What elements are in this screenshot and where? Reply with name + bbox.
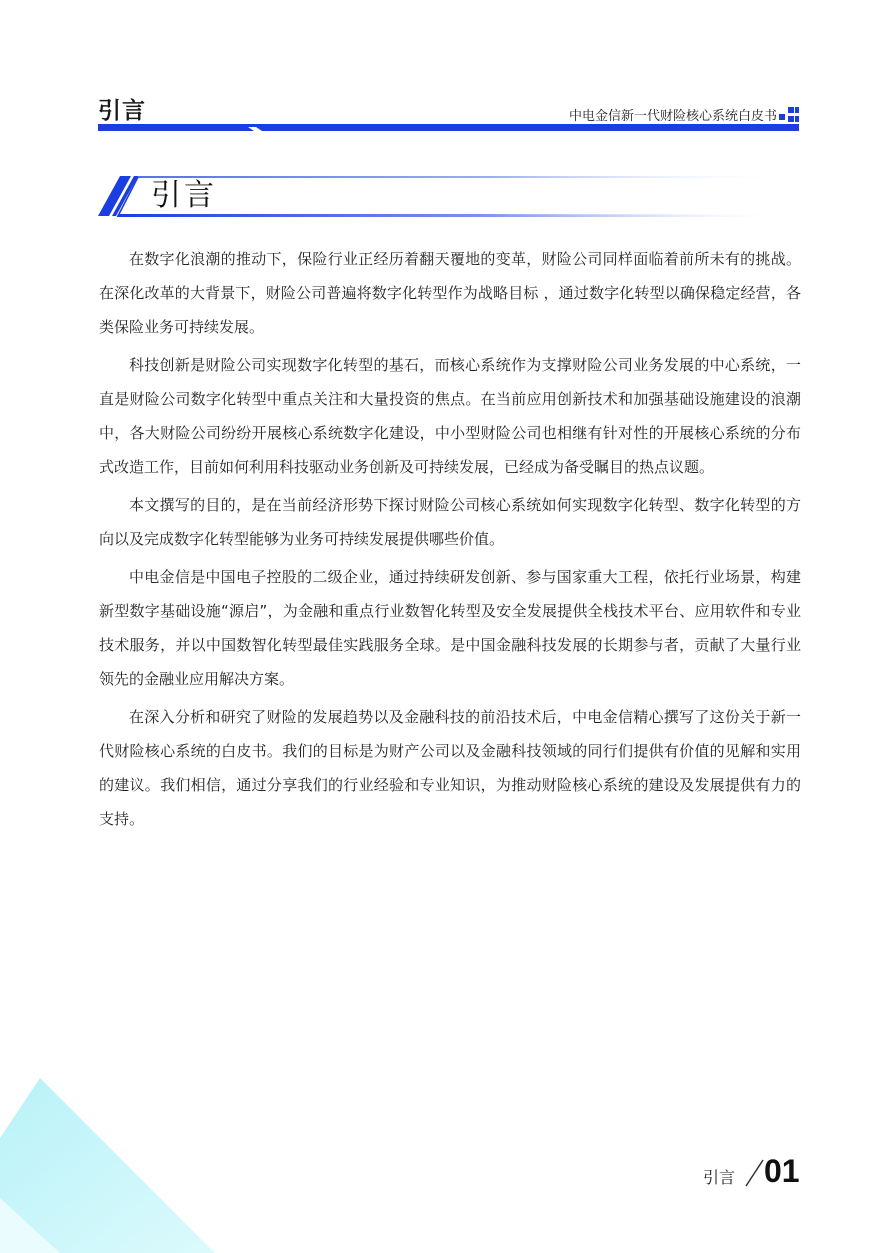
footer-slash-icon — [743, 1158, 765, 1188]
corner-decoration — [0, 1078, 240, 1253]
paragraph: 在数字化浪潮的推动下，保险行业正经历着翻天覆地的变革，财险公司同样面临着前所未有的挑战。在深化改革的大背景下，财险公司普遍将数字化转型作为战略目标 ，通过数字化转型以确保稳定经营，各类保险业务可持续发展。 — [99, 250, 801, 336]
page-number: 01 — [764, 1153, 800, 1189]
paragraph: 科技创新是财险公司实现数字化转型的基石，而核心系统作为支撑财险公司业务发展的中心系统，一直是财险公司数字化转型中重点关注和大量投资的焦点。在当前应用创新技术和加强基础设施建设的浪潮中，各大财险公司纷纷开展核心系统数字化建设，中小型财险公司也相继有针对性的开展核心系统的分布式改造工作，目前如何利用科技驱动业务创新及可持续发展，已经成为备受瞩目的热点议题。 — [99, 356, 801, 476]
header-document-title: 中电金信新一代财险核心系统白皮书 — [568, 109, 777, 124]
header-divider — [98, 124, 799, 131]
footer-section-label: 引言 — [703, 1168, 736, 1187]
paragraph: 本文撰写的目的，是在当前经济形势下探讨财险公司核心系统如何实现数字化转型、数字化转型的方向以及完成数字化转型能够为业务可持续发展提供哪些价值。 — [99, 496, 801, 548]
paragraph: 中电金信是中国电子控股的二级企业，通过持续研发创新、参与国家重大工程，依托行业场景，构建新型数字基础设施“源启”，为金融和重点行业数智化转型及安全发展提供全栈技术平台、应用软件和专业技术服务，并以中国数智化转型最佳实践服务全球。是中国金融科技发展的长期参与者，贡献了大量行业领先的金融业应用解决方案。 — [99, 568, 801, 688]
header-section-title: 引言 — [98, 98, 146, 124]
section-title: 引言 — [151, 178, 217, 213]
paragraph: 在深入分析和研究了财险的发展趋势以及金融科技的前沿技术后，中电金信精心撰写了这份关于新一代财险核心系统的白皮书。我们的目标是为财产公司以及金融科技领域的同行们提供有价值的见解和实用的建议。我们相信，通过分享我们的行业经验和专业知识，为推动财险核心系统的建设及发展提供有力的支持。 — [99, 708, 801, 828]
header-decor-squares-icon — [779, 104, 799, 122]
intro-content — [99, 242, 801, 840]
